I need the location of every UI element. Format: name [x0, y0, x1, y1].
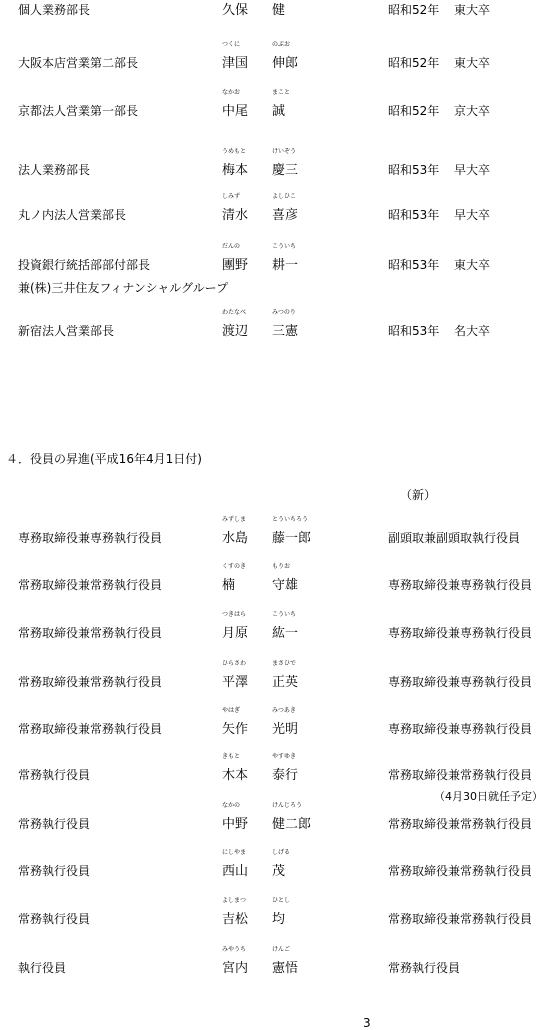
position-title: 個人業務部長: [18, 3, 91, 17]
family-name: 矢作: [222, 722, 249, 737]
new-position: 常務取締役兼常務執行役員: [388, 864, 533, 878]
given-name: 紘一: [272, 626, 299, 641]
entry-row: [0, 83, 546, 123]
given-name: 伸郎: [272, 56, 299, 71]
promotion-row: [0, 654, 546, 694]
name-reading: しみず よしひこ: [222, 193, 297, 200]
entry-row: [0, 303, 546, 343]
entry-row: [0, 142, 546, 182]
school: 東大卒: [454, 56, 491, 70]
person-name: [222, 611, 382, 641]
given-name: 健: [272, 3, 286, 18]
family-name: 久保: [222, 3, 249, 18]
position-title: 新宿法人営業部長: [18, 324, 115, 338]
promotion-row: [0, 557, 546, 597]
given-name: 光明: [272, 722, 299, 737]
person-name: [222, 563, 382, 593]
person-name: [222, 946, 382, 976]
entry-row: [0, 187, 546, 227]
family-name: 中野: [222, 817, 249, 832]
family-name: 中尾: [222, 104, 249, 119]
new-position-header: （新）: [400, 488, 437, 502]
given-name: 泰行: [272, 768, 299, 783]
entry-row: [0, 35, 546, 75]
school: 早大卒: [454, 208, 491, 222]
promotion-row: [0, 843, 546, 883]
education: [388, 256, 491, 273]
current-position: 常務執行役員: [18, 817, 91, 831]
concurrent-post: 兼(株)三井住友フィナンシャルグループ: [18, 281, 229, 295]
grad-year: 昭和52年: [388, 3, 440, 17]
grad-year: 昭和53年: [388, 208, 440, 222]
person-name: [222, 753, 382, 783]
given-name: 健二郎: [272, 817, 312, 832]
new-position: 常務取締役兼常務執行役員: [388, 912, 533, 926]
new-position: 常務取締役兼常務執行役員: [388, 817, 533, 831]
given-name: 三憲: [272, 324, 299, 339]
name-reading: つきはら こういち: [222, 611, 297, 618]
promotion-row: [0, 747, 546, 787]
given-name: 藤一郎: [272, 531, 312, 546]
family-name: 團野: [222, 258, 249, 273]
position-title: 投資銀行統括部部付部長: [18, 258, 151, 272]
grad-year: 昭和53年: [388, 324, 440, 338]
promotion-row: [0, 701, 546, 741]
family-name: 月原: [222, 626, 249, 641]
education: [388, 54, 491, 71]
person-name: [222, 802, 382, 832]
current-position: 常務取締役兼常務執行役員: [18, 675, 163, 689]
name-reading: なかお まこと: [222, 89, 291, 96]
given-name: 慶三: [272, 163, 299, 178]
family-name: 吉松: [222, 912, 249, 927]
person-name: [222, 897, 382, 927]
current-position: 常務執行役員: [18, 768, 91, 782]
name-reading: なかの けんじろう: [222, 802, 303, 809]
person-name: [222, 41, 382, 71]
education: [388, 102, 491, 119]
given-name: 誠: [272, 104, 286, 119]
entry-row: [0, 0, 546, 22]
position-title: 法人業務部長: [18, 163, 91, 177]
person-name: [222, 660, 382, 690]
school: 東大卒: [454, 258, 491, 272]
family-name: 水島: [222, 531, 249, 546]
school: 早大卒: [454, 163, 491, 177]
new-position: 専務取締役兼専務執行役員: [388, 578, 533, 592]
promotion-row: [0, 796, 546, 836]
name-reading: にしやま しげる: [222, 849, 291, 856]
current-position: 常務執行役員: [18, 864, 91, 878]
name-reading: わたなべ みつのり: [222, 309, 296, 316]
school: 東大卒: [454, 3, 491, 17]
effective-note: （4月30日就任予定）: [434, 790, 543, 803]
section-heading: ４．役員の昇進(平成16年4月1日付): [6, 452, 202, 466]
family-name: 清水: [222, 208, 249, 223]
name-reading: みずしま とういちろう: [222, 516, 309, 523]
name-reading: よしまつ ひとし: [222, 897, 291, 904]
current-position: 執行役員: [18, 961, 67, 975]
current-position: 常務取締役兼常務執行役員: [18, 578, 163, 592]
position-title: 京都法人営業第一部長: [18, 104, 139, 118]
new-position: 専務取締役兼専務執行役員: [388, 722, 533, 736]
new-position: 専務取締役兼専務執行役員: [388, 626, 533, 640]
given-name: 喜彦: [272, 208, 299, 223]
given-name: 耕一: [272, 258, 299, 273]
promotion-row: [0, 510, 546, 550]
name-reading: ひらさわ まさひで: [222, 660, 297, 667]
grad-year: 昭和52年: [388, 104, 440, 118]
new-position: 常務執行役員: [388, 961, 461, 975]
person-name: [222, 707, 382, 737]
name-reading: やはぎ みつあき: [222, 707, 296, 714]
family-name: 楠: [222, 578, 236, 593]
person-name: [222, 193, 382, 223]
name-reading: つくに のぶお: [222, 41, 291, 48]
person-name: [222, 89, 382, 119]
school: 京大卒: [454, 104, 491, 118]
given-name: 正英: [272, 675, 299, 690]
position-title: 丸ノ内法人営業部長: [18, 208, 127, 222]
family-name: 木本: [222, 768, 249, 783]
name-reading: くすのき もりお: [222, 563, 291, 570]
name-reading: うめもと けいぞう: [222, 148, 297, 155]
entry-row: [0, 237, 546, 277]
person-name: [222, 849, 382, 879]
education: [388, 1, 491, 18]
page-number: 3: [363, 1016, 371, 1030]
position-title: 大阪本店営業第二部長: [18, 56, 139, 70]
person-name: [222, 309, 382, 339]
name-reading: きもと やすゆき: [222, 753, 297, 760]
given-name: 守雄: [272, 578, 299, 593]
school: 名大卒: [454, 324, 491, 338]
given-name: 均: [272, 912, 286, 927]
current-position: 常務取締役兼常務執行役員: [18, 722, 163, 736]
family-name: 平澤: [222, 675, 249, 690]
promotion-row: [0, 940, 546, 980]
family-name: 宮内: [222, 961, 249, 976]
current-position: 常務取締役兼常務執行役員: [18, 626, 163, 640]
new-position: 専務取締役兼専務執行役員: [388, 675, 533, 689]
name-reading: みやうち けんご: [222, 946, 291, 953]
person-name: [222, 0, 382, 18]
current-position: 常務執行役員: [18, 912, 91, 926]
grad-year: 昭和53年: [388, 163, 440, 177]
family-name: 西山: [222, 864, 249, 879]
promotion-row: [0, 605, 546, 645]
new-position: 副頭取兼副頭取執行役員: [388, 531, 521, 545]
name-reading: だんの こういち: [222, 243, 297, 250]
education: [388, 206, 491, 223]
person-name: [222, 243, 382, 273]
person-name: [222, 516, 382, 546]
family-name: 渡辺: [222, 324, 249, 339]
education: [388, 161, 491, 178]
family-name: 梅本: [222, 163, 249, 178]
grad-year: 昭和52年: [388, 56, 440, 70]
promotion-row: [0, 891, 546, 931]
current-position: 専務取締役兼専務執行役員: [18, 531, 163, 545]
new-position: 常務取締役兼常務執行役員: [388, 768, 533, 782]
given-name: 茂: [272, 864, 286, 879]
education: [388, 322, 491, 339]
person-name: [222, 148, 382, 178]
family-name: 津国: [222, 56, 249, 71]
grad-year: 昭和53年: [388, 258, 440, 272]
given-name: 憲悟: [272, 961, 299, 976]
